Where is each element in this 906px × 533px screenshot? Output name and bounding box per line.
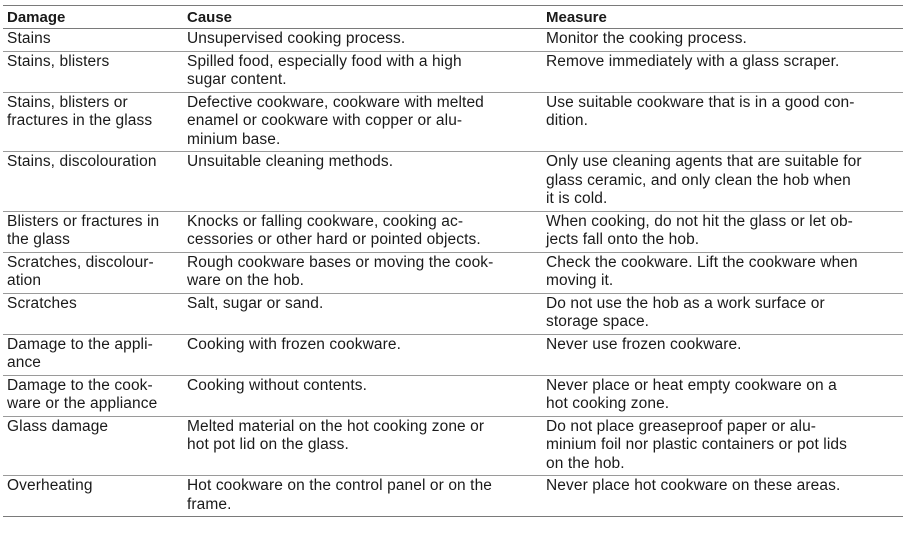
cell-measure: Never place hot cookware on these areas. bbox=[542, 476, 903, 517]
table-row bbox=[3, 334, 903, 375]
header-measure: Measure bbox=[542, 6, 903, 29]
cell-cause: Spilled food, especially food with a high sugar content. bbox=[183, 51, 542, 92]
cell-damage: Stains, blisters bbox=[3, 51, 183, 92]
table-row bbox=[3, 476, 903, 517]
cell-cause: Unsuitable cleaning methods. bbox=[183, 152, 542, 212]
table-row bbox=[3, 293, 903, 334]
cell-measure: Never place or heat empty cookware on a hot cooking zone. bbox=[542, 375, 903, 416]
cell-damage: Scratches bbox=[3, 293, 183, 334]
cell-cause: Cooking without contents. bbox=[183, 375, 542, 416]
cell-measure: Do not place greaseproof paper or alu- minium foil nor plastic containers or pot lids on the hob. bbox=[542, 416, 903, 476]
table-row bbox=[3, 375, 903, 416]
cell-damage: Overheating bbox=[3, 476, 183, 517]
cell-measure: Do not use the hob as a work surface or storage space. bbox=[542, 293, 903, 334]
cell-cause: Defective cookware, cookware with melted enamel or cookware with copper or alu- minium base. bbox=[183, 92, 542, 152]
table-row bbox=[3, 29, 903, 52]
cell-damage: Glass damage bbox=[3, 416, 183, 476]
table-row bbox=[3, 211, 903, 252]
cell-measure: When cooking, do not hit the glass or let ob- jects fall onto the hob. bbox=[542, 211, 903, 252]
cell-measure: Only use cleaning agents that are suitable for glass ceramic, and only clean the hob when it is cold. bbox=[542, 152, 903, 212]
cell-cause: Hot cookware on the control panel or on the frame. bbox=[183, 476, 542, 517]
cell-cause: Rough cookware bases or moving the cook- ware on the hob. bbox=[183, 252, 542, 293]
cell-cause: Cooking with frozen cookware. bbox=[183, 334, 542, 375]
header-cause: Cause bbox=[183, 6, 542, 29]
cell-measure: Use suitable cookware that is in a good con- dition. bbox=[542, 92, 903, 152]
cell-cause: Knocks or falling cookware, cooking ac- cessories or other hard or pointed objects. bbox=[183, 211, 542, 252]
damage-table-container bbox=[3, 5, 903, 517]
table-row bbox=[3, 152, 903, 212]
cell-damage: Stains bbox=[3, 29, 183, 52]
cell-damage: Blisters or fractures in the glass bbox=[3, 211, 183, 252]
cell-measure: Remove immediately with a glass scraper. bbox=[542, 51, 903, 92]
header-damage: Damage bbox=[3, 6, 183, 29]
cell-damage: Stains, blisters or fractures in the glass bbox=[3, 92, 183, 152]
cell-damage: Scratches, discolour- ation bbox=[3, 252, 183, 293]
cell-cause: Unsupervised cooking process. bbox=[183, 29, 542, 52]
cell-cause: Salt, sugar or sand. bbox=[183, 293, 542, 334]
damage-table bbox=[3, 5, 903, 517]
cell-damage: Damage to the cook- ware or the appliance bbox=[3, 375, 183, 416]
cell-damage: Damage to the appli- ance bbox=[3, 334, 183, 375]
cell-measure: Monitor the cooking process. bbox=[542, 29, 903, 52]
table-row bbox=[3, 252, 903, 293]
table-row bbox=[3, 416, 903, 476]
cell-damage: Stains, discolouration bbox=[3, 152, 183, 212]
table-header-row bbox=[3, 6, 903, 29]
cell-measure: Never use frozen cookware. bbox=[542, 334, 903, 375]
cell-cause: Melted material on the hot cooking zone or hot pot lid on the glass. bbox=[183, 416, 542, 476]
table-row bbox=[3, 51, 903, 92]
cell-measure: Check the cookware. Lift the cookware when moving it. bbox=[542, 252, 903, 293]
table-row bbox=[3, 92, 903, 152]
